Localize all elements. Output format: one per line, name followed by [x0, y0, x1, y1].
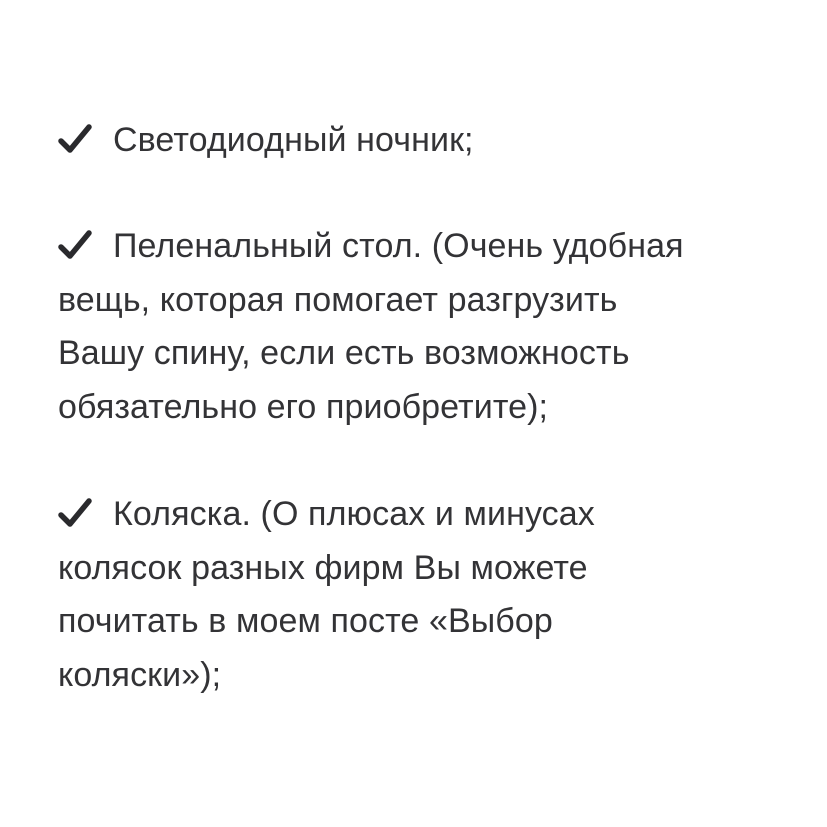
- list-item-changing-table: [58, 220, 788, 434]
- check-mark-icon: [58, 124, 92, 154]
- list-item-line: обязательно его приобретите);: [58, 387, 549, 426]
- check-mark-icon: [58, 498, 92, 528]
- list-item-line: почитать в моем посте «Выбор: [58, 602, 553, 640]
- list-item-line: [58, 114, 788, 168]
- list-item-text: Светодиодный ночник;: [113, 121, 474, 159]
- list-item-line: [58, 220, 788, 274]
- list-item-line: коляски»);: [58, 655, 222, 694]
- list-item-line: [58, 488, 788, 542]
- list-item-line: Вашу спину, если есть возможность: [58, 334, 630, 372]
- list-item-stroller: [58, 488, 788, 702]
- check-mark-icon: [58, 230, 92, 260]
- list-item-text: Пеленальный стол. (Очень удобная: [113, 227, 684, 265]
- list-item-night-light: [58, 114, 788, 168]
- list-item-text: Коляска. (О плюсах и минусах: [113, 495, 595, 533]
- list-item-line: вещь, которая помогает разгрузить: [58, 280, 618, 319]
- list-item-line: колясок разных фирм Вы можете: [58, 548, 588, 587]
